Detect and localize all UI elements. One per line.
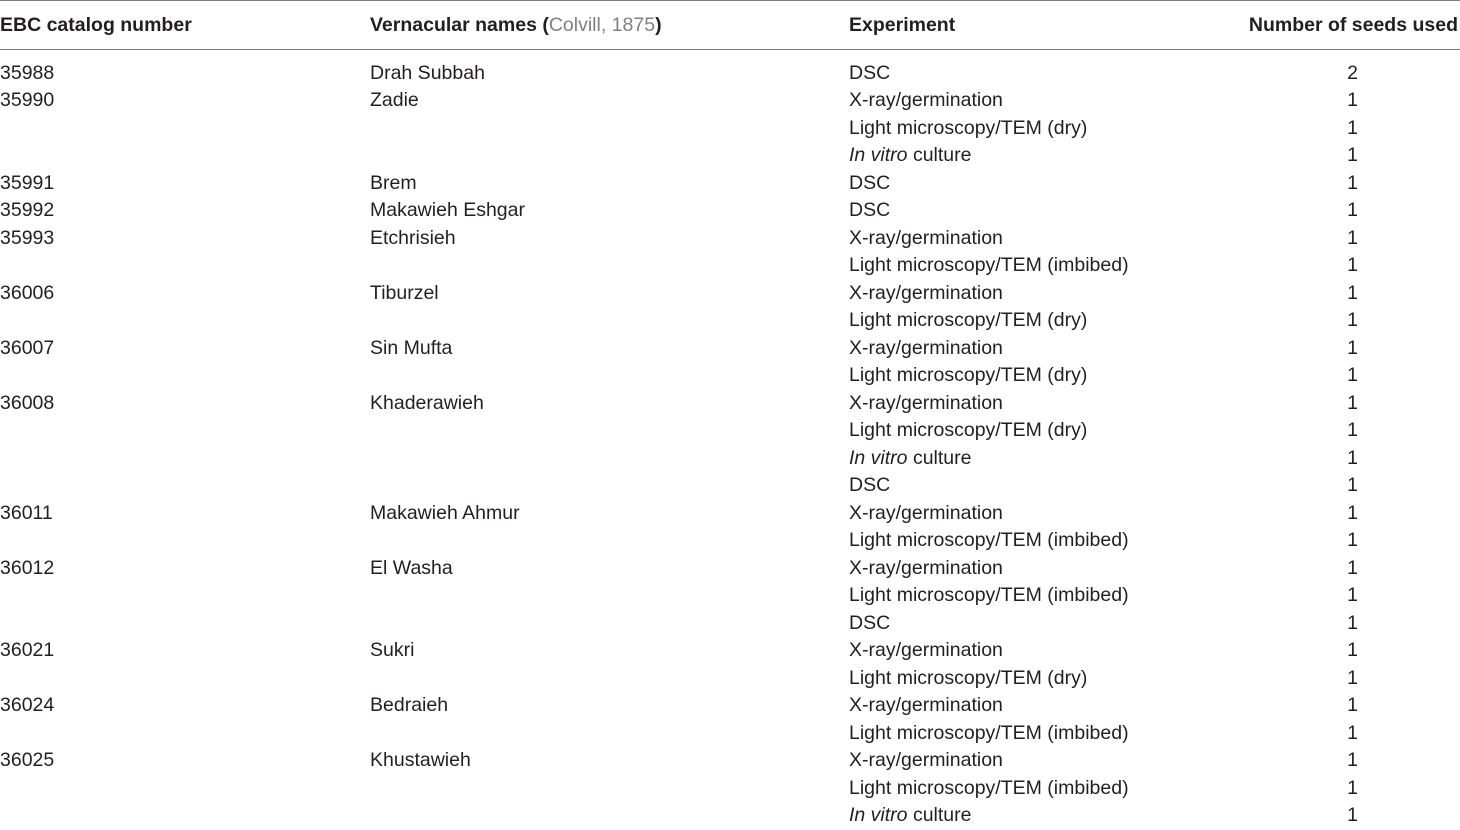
cell-catalog-number: 36024 xyxy=(0,694,55,717)
cell-seeds-used: 1 xyxy=(1347,446,1358,469)
cell-catalog-number xyxy=(0,720,370,748)
table-row xyxy=(0,610,1460,638)
experiment-text: culture xyxy=(907,446,972,469)
table-row xyxy=(0,637,1460,665)
experiment-text: DSC xyxy=(849,199,891,222)
table-row xyxy=(0,747,1460,775)
experiment-text: X-ray/germination xyxy=(849,391,1003,414)
experiment-text: DSC xyxy=(849,171,891,194)
cell-seeds-used: 1 xyxy=(1347,309,1358,332)
cell-seeds-used: 1 xyxy=(1347,501,1358,524)
cell-vernacular-name xyxy=(370,142,849,170)
experiment-text: Light microscopy/TEM (dry) xyxy=(849,364,1088,387)
cell-catalog-number xyxy=(0,527,370,555)
experiment-text: X-ray/germination xyxy=(849,89,1003,112)
header-catalog-number: EBC catalog number xyxy=(0,1,370,50)
cell-seeds-used: 1 xyxy=(1347,254,1358,277)
cell-catalog-number xyxy=(0,472,370,500)
table-row xyxy=(0,527,1460,555)
table-row xyxy=(0,170,1460,198)
table-row xyxy=(0,802,1460,830)
header-seeds-used: Number of seeds used xyxy=(1241,1,1460,50)
cell-seeds-used: 1 xyxy=(1347,666,1358,689)
experiment-text: X-ray/germination xyxy=(849,639,1003,662)
experiment-text: X-ray/germination xyxy=(849,556,1003,579)
cell-catalog-number xyxy=(0,417,370,445)
header-experiment: Experiment xyxy=(849,1,1241,50)
cell-vernacular-name xyxy=(370,775,849,803)
table-row xyxy=(0,472,1460,500)
cell-catalog-number xyxy=(0,665,370,693)
cell-vernacular-name: Brem xyxy=(370,171,417,194)
cell-experiment xyxy=(849,362,1241,390)
cell-catalog-number: 35991 xyxy=(0,171,55,194)
experiment-text: Light microscopy/TEM (imbibed) xyxy=(849,254,1129,277)
cell-seeds-used: 2 xyxy=(1347,62,1358,84)
cell-vernacular-name xyxy=(370,472,849,500)
cell-seeds-used: 1 xyxy=(1347,749,1358,772)
table-row xyxy=(0,775,1460,803)
experiment-text: Light microscopy/TEM (dry) xyxy=(849,419,1088,442)
experiment-text: X-ray/germination xyxy=(849,694,1003,717)
cell-seeds-used: 1 xyxy=(1347,694,1358,717)
cell-experiment xyxy=(849,610,1241,638)
cell-experiment xyxy=(849,720,1241,748)
experiment-text: Light microscopy/TEM (imbibed) xyxy=(849,721,1129,744)
cell-experiment xyxy=(849,747,1241,775)
experiment-text: DSC xyxy=(849,474,891,497)
cell-vernacular-name xyxy=(370,527,849,555)
experiment-text: DSC xyxy=(849,611,891,634)
cell-vernacular-name: Khaderawieh xyxy=(370,391,484,414)
cell-seeds-used: 1 xyxy=(1347,364,1358,387)
cell-seeds-used: 1 xyxy=(1347,89,1358,112)
cell-seeds-used: 1 xyxy=(1347,391,1358,414)
cell-catalog-number: 35992 xyxy=(0,199,55,222)
table-row xyxy=(0,280,1460,308)
cell-catalog-number xyxy=(0,142,370,170)
cell-seeds-used: 1 xyxy=(1347,116,1358,139)
cell-experiment xyxy=(849,335,1241,363)
cell-experiment xyxy=(849,197,1241,225)
cell-seeds-used: 1 xyxy=(1347,419,1358,442)
cell-seeds-used: 1 xyxy=(1347,281,1358,304)
cell-vernacular-name: Sukri xyxy=(370,639,415,662)
cell-experiment xyxy=(849,280,1241,308)
cell-seeds-used: 1 xyxy=(1347,171,1358,194)
cell-vernacular-name xyxy=(370,582,849,610)
cell-catalog-number: 36008 xyxy=(0,391,55,414)
cell-catalog-number: 36006 xyxy=(0,281,55,304)
cell-catalog-number xyxy=(0,252,370,280)
cell-vernacular-name xyxy=(370,720,849,748)
cell-seeds-used: 1 xyxy=(1347,144,1358,167)
cell-catalog-number xyxy=(0,445,370,473)
cell-vernacular-name: Sin Mufta xyxy=(370,336,453,359)
cell-vernacular-name: Makawieh Ahmur xyxy=(370,501,520,524)
cell-vernacular-name xyxy=(370,307,849,335)
cell-experiment xyxy=(849,170,1241,198)
table-row xyxy=(0,582,1460,610)
cell-experiment xyxy=(849,582,1241,610)
cell-vernacular-name xyxy=(370,362,849,390)
cell-catalog-number xyxy=(0,307,370,335)
table-row xyxy=(0,50,1460,88)
cell-seeds-used: 1 xyxy=(1347,199,1358,222)
cell-experiment xyxy=(849,527,1241,555)
cell-vernacular-name xyxy=(370,665,849,693)
experiment-text: culture xyxy=(907,804,972,827)
table-row xyxy=(0,417,1460,445)
cell-catalog-number: 36025 xyxy=(0,749,55,772)
experiment-text: Light microscopy/TEM (imbibed) xyxy=(849,584,1129,607)
cell-seeds-used: 1 xyxy=(1347,639,1358,662)
cell-catalog-number: 35993 xyxy=(0,226,55,249)
header-vernacular-names xyxy=(370,1,849,50)
cell-seeds-used: 1 xyxy=(1347,556,1358,579)
experiment-text: X-ray/germination xyxy=(849,226,1003,249)
experiment-italic-term: In vitro xyxy=(849,144,908,167)
cell-catalog-number: 36007 xyxy=(0,336,55,359)
cell-seeds-used: 1 xyxy=(1347,804,1358,827)
cell-experiment xyxy=(849,87,1241,115)
table-row xyxy=(0,87,1460,115)
cell-vernacular-name: Bedraieh xyxy=(370,694,449,717)
table-body xyxy=(0,50,1460,830)
experiment-text: X-ray/germination xyxy=(849,501,1003,524)
experiment-text: culture xyxy=(907,144,972,167)
cell-vernacular-name: Tiburzel xyxy=(370,281,439,304)
cell-experiment xyxy=(849,692,1241,720)
table-row xyxy=(0,720,1460,748)
experiment-text: Light microscopy/TEM (dry) xyxy=(849,666,1088,689)
experiment-text: Light microscopy/TEM (imbibed) xyxy=(849,776,1129,799)
cell-catalog-number: 35990 xyxy=(0,89,55,112)
header-vernacular-names-label: Vernacular names ( xyxy=(370,13,549,36)
cell-experiment xyxy=(849,472,1241,500)
cell-vernacular-name xyxy=(370,252,849,280)
experiment-text: Light microscopy/TEM (imbibed) xyxy=(849,529,1129,552)
table-row xyxy=(0,445,1460,473)
cell-experiment xyxy=(849,252,1241,280)
experiment-text: DSC xyxy=(849,62,891,84)
table-row xyxy=(0,665,1460,693)
experiment-italic-term: In vitro xyxy=(849,804,908,827)
cell-seeds-used: 1 xyxy=(1347,611,1358,634)
experiment-text: X-ray/germination xyxy=(849,281,1003,304)
cell-vernacular-name: Zadie xyxy=(370,89,419,112)
cell-vernacular-name: Etchrisieh xyxy=(370,226,456,249)
cell-experiment xyxy=(849,115,1241,143)
header-row xyxy=(0,1,1460,50)
experiment-text: X-ray/germination xyxy=(849,749,1003,772)
experiment-text: X-ray/germination xyxy=(849,336,1003,359)
cell-catalog-number xyxy=(0,802,370,830)
cell-experiment xyxy=(849,802,1241,830)
cell-catalog-number xyxy=(0,362,370,390)
cell-experiment xyxy=(849,637,1241,665)
cell-experiment xyxy=(849,225,1241,253)
table-row xyxy=(0,390,1460,418)
cell-vernacular-name: Drah Subbah xyxy=(370,62,485,84)
experiment-text: Light microscopy/TEM (dry) xyxy=(849,309,1088,332)
experiment-italic-term: In vitro xyxy=(849,446,908,469)
cell-experiment xyxy=(849,390,1241,418)
cell-experiment xyxy=(849,417,1241,445)
cell-vernacular-name: Khustawieh xyxy=(370,749,471,772)
experiment-text: Light microscopy/TEM (dry) xyxy=(849,116,1088,139)
cell-experiment xyxy=(849,500,1241,528)
cell-catalog-number: 36021 xyxy=(0,639,55,662)
cell-catalog-number: 36011 xyxy=(0,501,53,524)
cell-seeds-used: 1 xyxy=(1347,336,1358,359)
cell-vernacular-name xyxy=(370,802,849,830)
table-row xyxy=(0,252,1460,280)
citation-link[interactable]: Colvill, 1875 xyxy=(548,13,656,36)
table-row xyxy=(0,115,1460,143)
cell-catalog-number: 35988 xyxy=(0,62,55,84)
cell-catalog-number xyxy=(0,610,370,638)
cell-seeds-used: 1 xyxy=(1347,474,1358,497)
cell-catalog-number xyxy=(0,775,370,803)
cell-vernacular-name xyxy=(370,610,849,638)
cell-catalog-number xyxy=(0,115,370,143)
cell-vernacular-name: El Washa xyxy=(370,556,453,579)
cell-experiment xyxy=(849,50,1241,88)
table-row xyxy=(0,335,1460,363)
cell-vernacular-name: Makawieh Eshgar xyxy=(370,199,525,222)
table-header xyxy=(0,1,1460,50)
table-row xyxy=(0,555,1460,583)
table-row xyxy=(0,307,1460,335)
cell-vernacular-name xyxy=(370,417,849,445)
cell-experiment xyxy=(849,555,1241,583)
table-row xyxy=(0,225,1460,253)
cell-seeds-used: 1 xyxy=(1347,226,1358,249)
cell-seeds-used: 1 xyxy=(1347,529,1358,552)
cell-experiment xyxy=(849,775,1241,803)
table-row xyxy=(0,142,1460,170)
cell-experiment xyxy=(849,307,1241,335)
table-row xyxy=(0,692,1460,720)
table-row xyxy=(0,197,1460,225)
table-row xyxy=(0,362,1460,390)
table-row xyxy=(0,500,1460,528)
cell-catalog-number xyxy=(0,582,370,610)
cell-vernacular-name xyxy=(370,115,849,143)
cell-seeds-used: 1 xyxy=(1347,721,1358,744)
cell-seeds-used: 1 xyxy=(1347,776,1358,799)
cell-seeds-used: 1 xyxy=(1347,584,1358,607)
header-vernacular-names-close: ) xyxy=(655,13,662,36)
cell-experiment xyxy=(849,142,1241,170)
cell-catalog-number: 36012 xyxy=(0,556,55,579)
cell-vernacular-name xyxy=(370,445,849,473)
cell-experiment xyxy=(849,665,1241,693)
cell-experiment xyxy=(849,445,1241,473)
